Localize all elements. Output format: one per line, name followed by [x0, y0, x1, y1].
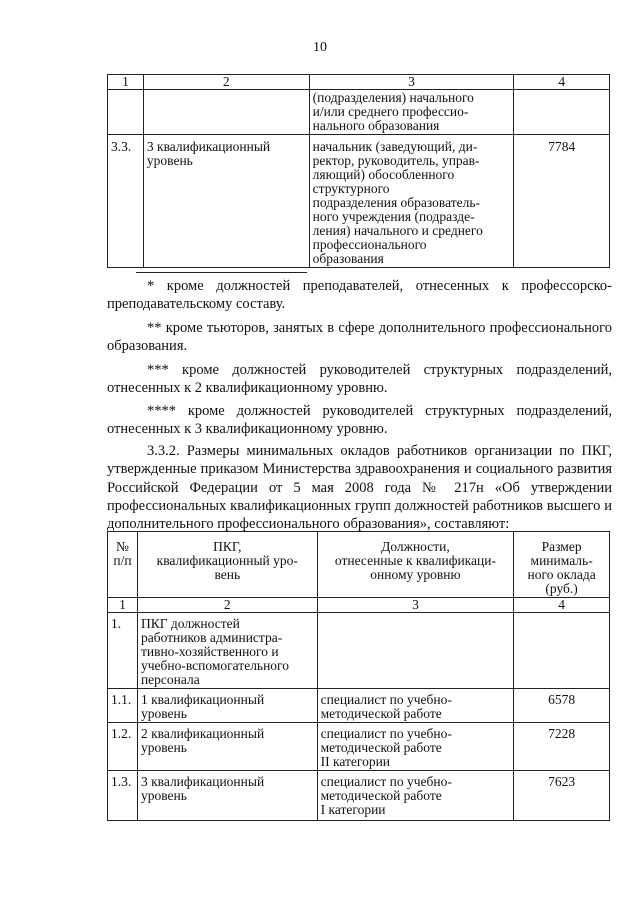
- table-row: [108, 771, 610, 821]
- position-line: нального образования: [312, 118, 440, 133]
- position-line: и/или среднего профессио-: [312, 104, 469, 119]
- column-index: 3: [309, 75, 514, 90]
- position-line: профессионального: [312, 237, 427, 252]
- header-positions: Должности, отнесенные к квалификаци- онному уровню: [317, 532, 514, 598]
- position-cell: [309, 90, 514, 135]
- salary-table-continued: [107, 74, 610, 268]
- row-number: 1.1.: [108, 689, 138, 723]
- body-paragraph: 3.3.2. Размеры минимальных окладов работников организации по ПКГ, утвержденные приказом Министерства здравоохранения и социального развития Российской Федерации от 5 мая 2008 года № 217н «Об утверждении профессиональных квалификационных групп должностей работников высшего и дополнительного профессионального образования», составляют:: [107, 443, 612, 533]
- header-number: № п/п: [108, 532, 138, 598]
- table-row: [108, 90, 610, 135]
- salary-value: 7784: [514, 135, 610, 268]
- qualification-level: 2 квалификационный уровень: [137, 723, 317, 771]
- position-line: начальник (заведующий, ди-: [312, 139, 478, 154]
- position-line: образования: [312, 251, 384, 266]
- table-header-row: [108, 532, 610, 598]
- footnote: ** кроме тьюторов, занятых в сфере дополнительного профессионального образования.: [107, 320, 612, 355]
- column-index: 3: [317, 598, 514, 613]
- column-index: 2: [143, 75, 309, 90]
- qualification-level: [143, 90, 309, 135]
- table-row: [108, 723, 610, 771]
- level-line: уровень: [146, 153, 193, 168]
- footnote: *** кроме должностей руководителей структурных подразделений, отнесенных к 2 квалификационному уровню.: [107, 362, 612, 397]
- table-row: [108, 135, 610, 268]
- position-cell: [317, 613, 514, 689]
- qualification-level: 1 квалификационный уровень: [137, 689, 317, 723]
- column-index: 4: [514, 598, 610, 613]
- row-number: [108, 90, 144, 135]
- row-number: 1.: [108, 613, 138, 689]
- position-line: подразделения образователь-: [312, 195, 481, 210]
- footnote: **** кроме должностей руководителей структурных подразделений, отнесенных к 3 квалификационному уровню.: [107, 403, 612, 438]
- position-cell: [309, 135, 514, 268]
- footnote: * кроме должностей преподавателей, отнесенных к профессорско-преподавательскому составу.: [107, 278, 612, 313]
- position-line: ного учреждения (подразде-: [312, 209, 475, 224]
- qualification-level: [143, 135, 309, 268]
- table-index-row: [108, 598, 610, 613]
- position-cell: специалист по учебно- методической работе: [317, 689, 514, 723]
- table-row: [108, 613, 610, 689]
- salary-table: [107, 531, 610, 821]
- header-salary: Размер минималь- ного оклада (руб.): [514, 532, 610, 598]
- position-line: структурного: [312, 181, 390, 196]
- position-cell: специалист по учебно- методической работе I категории: [317, 771, 514, 821]
- column-index: 1: [108, 75, 144, 90]
- position-line: ректор, руководитель, управ-: [312, 153, 480, 168]
- salary-value: 7228: [514, 723, 610, 771]
- qualification-level: ПКГ должностей работников администра- тивно-хозяйственного и учебно-вспомогательного персонала: [137, 613, 317, 689]
- header-qualification-level: ПКГ, квалификационный уро- вень: [137, 532, 317, 598]
- salary-value: 7623: [514, 771, 610, 821]
- salary-value: [514, 613, 610, 689]
- qualification-level: 3 квалификационный уровень: [137, 771, 317, 821]
- column-index: 4: [514, 75, 610, 90]
- table-header-row: [108, 75, 610, 90]
- position-line: (подразделения) начального: [312, 90, 474, 105]
- column-index: 2: [137, 598, 317, 613]
- position-cell: специалист по учебно- методической работе II категории: [317, 723, 514, 771]
- page-number: 10: [313, 40, 327, 55]
- row-number: 3.3.: [108, 135, 144, 268]
- row-number: 1.3.: [108, 771, 138, 821]
- position-line: ления) начального и среднего: [312, 223, 483, 238]
- row-number: 1.2.: [108, 723, 138, 771]
- position-line: ляющий) обособленного: [312, 167, 455, 182]
- level-line: 3 квалификационный: [146, 139, 271, 154]
- column-index: 1: [108, 598, 138, 613]
- footnote-separator: [136, 272, 307, 273]
- salary-value: 6578: [514, 689, 610, 723]
- salary-value: [514, 90, 610, 135]
- table-row: [108, 689, 610, 723]
